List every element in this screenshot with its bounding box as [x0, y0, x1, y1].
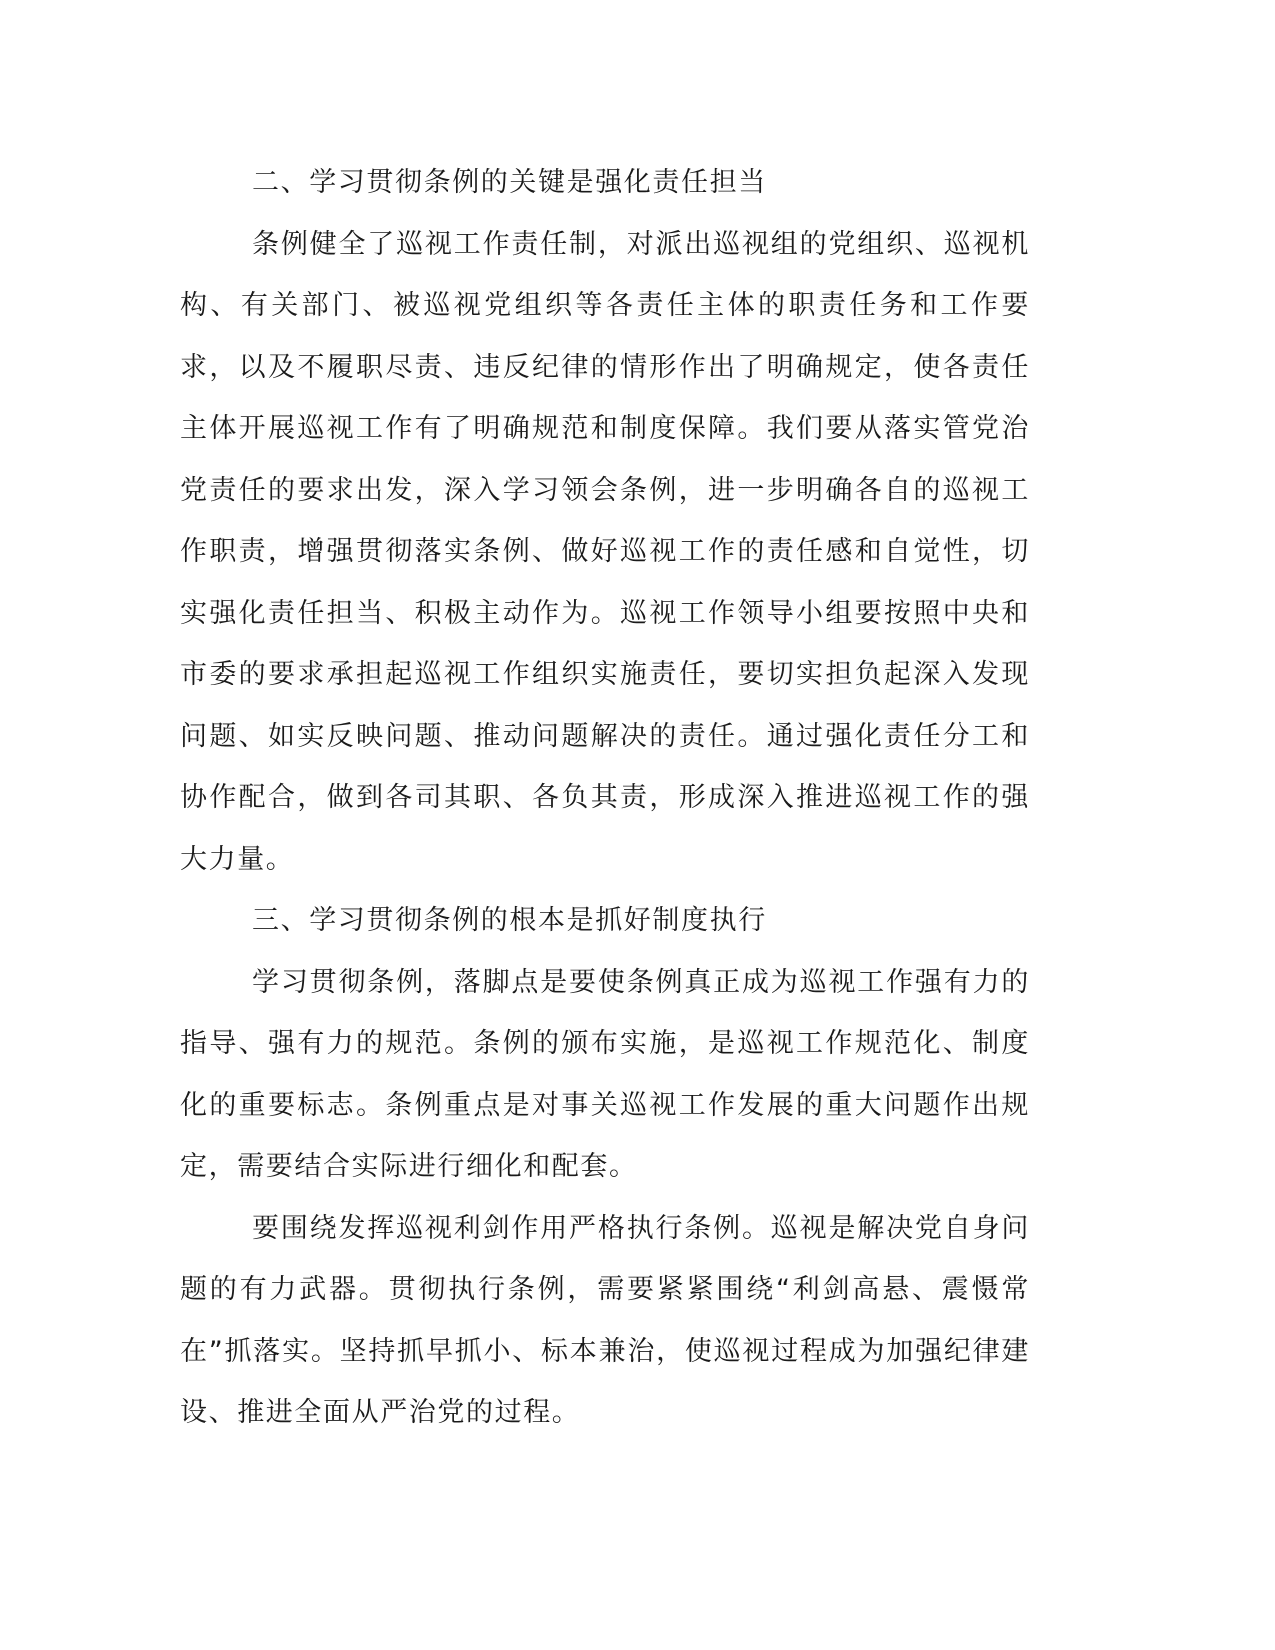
paragraph: 要围绕发挥巡视利剑作用严格执行条例。巡视是解决党自身问题的有力武器。贯彻执行条例，需要紧紧围绕“利剑高悬、震慑常在”抓落实。坚持抓早抓小、标本兼治，使巡视过程成为加强纪律建设、推进全面从严治党的过程。	[180, 1212, 1030, 1428]
section-heading-2: 二、学习贯彻条例的关键是强化责任担当	[252, 167, 767, 198]
paragraph: 条例健全了巡视工作责任制，对派出巡视组的党组织、巡视机构、有关部门、被巡视党组织等各责任主体的职责任务和工作要求，以及不履职尽责、违反纪律的情形作出了明确规定，使各责任主体开展巡视工作有了明确规范和制度保障。我们要从落实管党治党责任的要求出发，深入学习领会条例，进一步明确各自的巡视工作职责，增强贯彻落实条例、做好巡视工作的责任感和自觉性，切实强化责任担当、积极主动作为。巡视工作领导小组要按照中央和市委的要求承担起巡视工作组织实施责任，要切实担负起深入发现问题、如实反映问题、推动问题解决的责任。通过强化责任分工和协作配合，做到各司其职、各负其责，形成深入推进巡视工作的强大力量。	[180, 228, 1030, 875]
section-heading-3: 三、学习贯彻条例的根本是抓好制度执行	[252, 905, 767, 936]
paragraph: 学习贯彻条例，落脚点是要使条例真正成为巡视工作强有力的指导、强有力的规范。条例的颁布实施，是巡视工作规范化、制度化的重要标志。条例重点是对事关巡视工作发展的重大问题作出规定，需要结合实际进行细化和配套。	[180, 966, 1030, 1182]
document-body	[180, 152, 1030, 1444]
